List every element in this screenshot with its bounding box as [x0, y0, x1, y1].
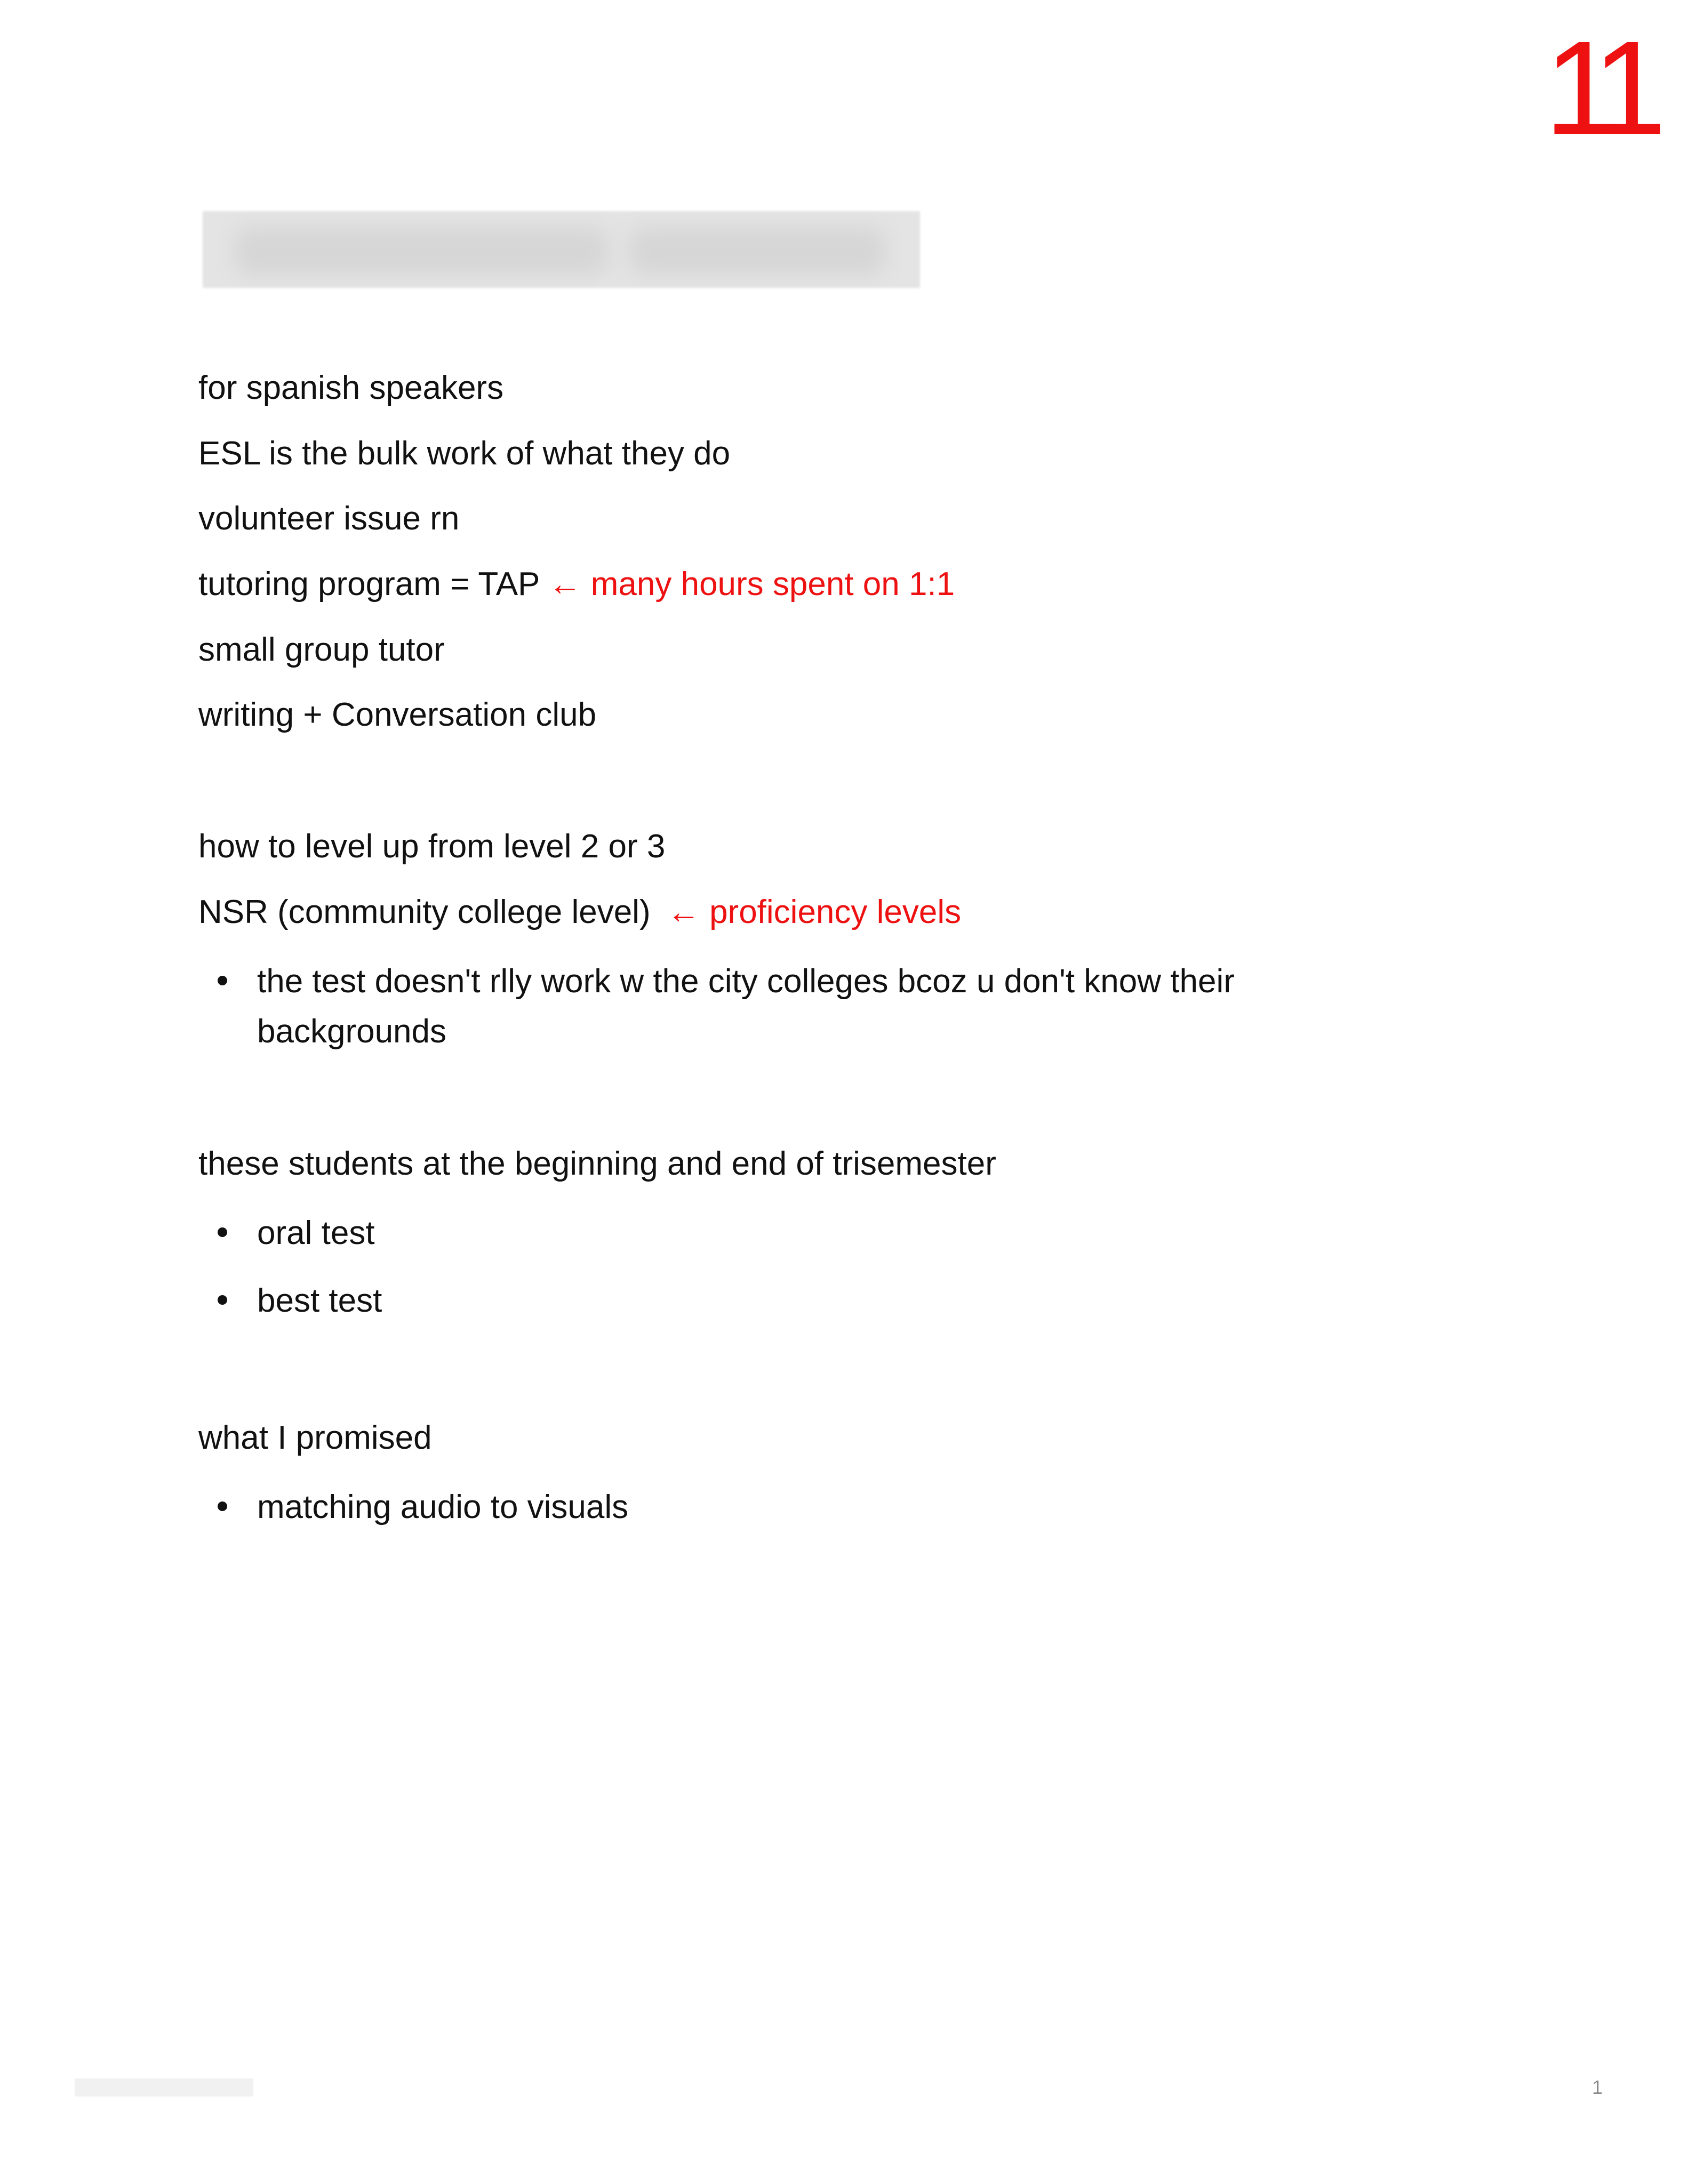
note-line-nsr — [198, 891, 961, 934]
list-item — [198, 1276, 1425, 1326]
page-number-annotation: 11 — [1544, 13, 1651, 162]
bullet-icon — [218, 1295, 227, 1305]
section-heading: these students at the beginning and end of trisemester — [198, 1145, 996, 1182]
red-annotation: ← many hours spent on 1:1 — [548, 566, 955, 603]
note-line: for spanish speakers — [198, 370, 504, 406]
note-line: small group tutor — [198, 631, 445, 668]
note-text: NSR (community college level) — [198, 894, 651, 930]
section-heading: how to level up from level 2 or 3 — [198, 828, 666, 865]
note-line: volunteer issue rn — [198, 500, 460, 537]
note-line-tutoring — [198, 563, 955, 606]
section-heading: what I promised — [198, 1419, 432, 1456]
note-line: ESL is the bulk work of what they do — [198, 435, 731, 472]
bullet-text: matching audio to visuals — [257, 1489, 629, 1525]
red-annotation: ← proficiency levels — [667, 894, 962, 930]
note-text: tutoring program = TAP — [198, 566, 540, 603]
bullet-icon — [218, 976, 227, 985]
bullet-icon — [218, 1502, 227, 1511]
list-item — [198, 1208, 1425, 1258]
list-item — [198, 957, 1425, 1057]
bullet-text: oral test — [257, 1215, 375, 1251]
page-number: 1 — [1591, 2076, 1603, 2098]
bullet-icon — [218, 1227, 227, 1237]
note-line: writing + Conversation club — [198, 696, 597, 733]
bullet-text: the test doesn't rlly work w the city colleges bcoz u don't know their backgrounds — [257, 963, 1235, 1050]
redacted-footer — [75, 2078, 253, 2097]
list-item — [198, 1482, 1425, 1532]
redacted-title — [203, 211, 920, 288]
bullet-text: best test — [257, 1282, 382, 1319]
